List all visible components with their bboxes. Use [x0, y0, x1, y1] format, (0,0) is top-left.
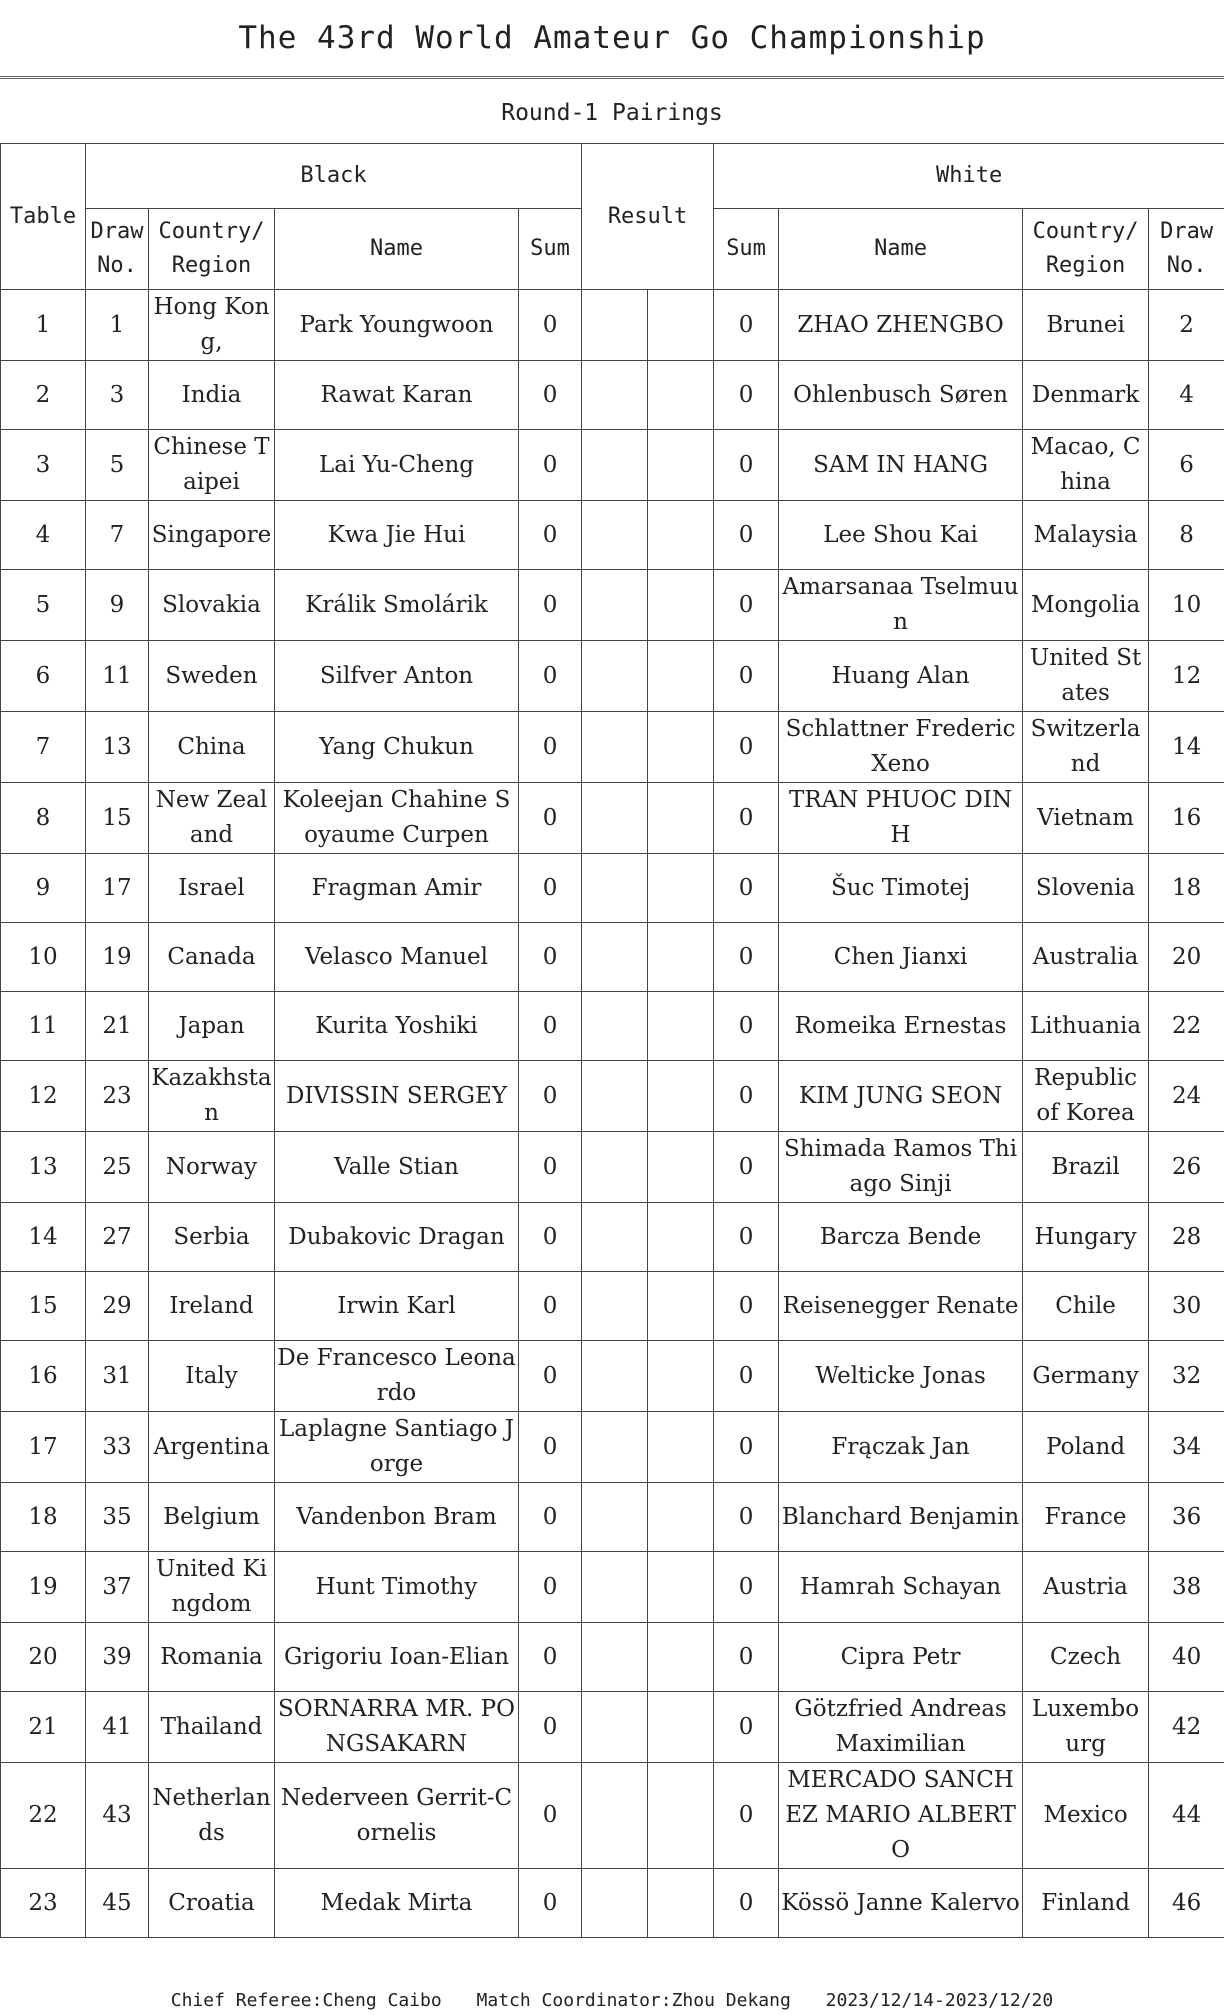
black-country-cell: Norway: [149, 1132, 275, 1203]
white-name-cell: Barcza Bende: [779, 1203, 1023, 1272]
table-row: [1, 1763, 1224, 1869]
black-name-cell: Dubakovic Dragan: [275, 1203, 519, 1272]
black-name-cell: Laplagne Santiago Jorge: [275, 1412, 519, 1483]
black-draw-no-cell: 11: [86, 641, 149, 712]
result-white-cell: [648, 923, 714, 992]
result-black-cell: [582, 361, 648, 430]
white-country-cell: Luxembourg: [1023, 1692, 1149, 1763]
white-name-cell: Amarsanaa Tselmuun: [779, 570, 1023, 641]
white-sum-cell: 0: [714, 1132, 779, 1203]
white-draw-no-cell: 16: [1149, 783, 1224, 854]
white-name-cell: Chen Jianxi: [779, 923, 1023, 992]
table-row: [1, 1412, 1224, 1483]
black-name-cell: Kurita Yoshiki: [275, 992, 519, 1061]
table-row: [1, 361, 1224, 430]
result-black-cell: [582, 1412, 648, 1483]
black-sum-cell: 0: [519, 1483, 582, 1552]
black-country-cell: Chinese Taipei: [149, 430, 275, 501]
table-row: [1, 1869, 1224, 1938]
white-name-cell: Kössö Janne Kalervo: [779, 1869, 1023, 1938]
white-draw-no-cell: 44: [1149, 1763, 1224, 1869]
white-country-cell: Poland: [1023, 1412, 1149, 1483]
white-country-cell: Switzerland: [1023, 712, 1149, 783]
table-row: [1, 1272, 1224, 1341]
black-name-cell: Hunt Timothy: [275, 1552, 519, 1623]
table-number-cell: 3: [1, 430, 86, 501]
white-name-cell: Romeika Ernestas: [779, 992, 1023, 1061]
footer: [0, 1990, 1224, 2011]
white-sum-cell: 0: [714, 1412, 779, 1483]
white-draw-no-cell: 38: [1149, 1552, 1224, 1623]
white-country-cell: Slovenia: [1023, 854, 1149, 923]
black-sum-cell: 0: [519, 290, 582, 361]
white-sum-cell: 0: [714, 430, 779, 501]
result-black-cell: [582, 1552, 648, 1623]
table-number-cell: 17: [1, 1412, 86, 1483]
black-name-cell: De Francesco Leonardo: [275, 1341, 519, 1412]
black-sum-cell: 0: [519, 923, 582, 992]
table-number-cell: 23: [1, 1869, 86, 1938]
table-row: [1, 641, 1224, 712]
table-number-cell: 8: [1, 783, 86, 854]
black-name-cell: Lai Yu-Cheng: [275, 430, 519, 501]
result-white-cell: [648, 1763, 714, 1869]
black-draw-no-cell: 13: [86, 712, 149, 783]
white-sum-cell: 0: [714, 1203, 779, 1272]
white-draw-no-cell: 42: [1149, 1692, 1224, 1763]
black-draw-no-cell: 7: [86, 501, 149, 570]
table-row: [1, 923, 1224, 992]
white-name-cell: Lee Shou Kai: [779, 501, 1023, 570]
white-country-cell: Lithuania: [1023, 992, 1149, 1061]
black-draw-no-cell: 25: [86, 1132, 149, 1203]
result-black-cell: [582, 1483, 648, 1552]
white-sum-cell: 0: [714, 854, 779, 923]
white-country-cell: Mongolia: [1023, 570, 1149, 641]
black-name-cell: Irwin Karl: [275, 1272, 519, 1341]
white-draw-no-cell: 24: [1149, 1061, 1224, 1132]
white-name-cell: TRAN PHUOC DINH: [779, 783, 1023, 854]
white-draw-no-cell: 46: [1149, 1869, 1224, 1938]
white-name-header: Name: [779, 209, 1023, 290]
black-country-header: Country/ Region: [149, 209, 275, 290]
white-draw-no-cell: 36: [1149, 1483, 1224, 1552]
white-sum-cell: 0: [714, 290, 779, 361]
black-country-cell: Slovakia: [149, 570, 275, 641]
black-name-cell: Nederveen Gerrit-Cornelis: [275, 1763, 519, 1869]
white-sum-cell: 0: [714, 783, 779, 854]
black-name-cell: Rawat Karan: [275, 361, 519, 430]
page-title: The 43rd World Amateur Go Championship: [0, 0, 1224, 79]
black-name-cell: Kwa Jie Hui: [275, 501, 519, 570]
table-header: Table: [1, 144, 86, 290]
black-sum-cell: 0: [519, 1869, 582, 1938]
table-number-cell: 13: [1, 1132, 86, 1203]
black-sum-cell: 0: [519, 783, 582, 854]
black-sum-cell: 0: [519, 854, 582, 923]
white-country-cell: Czech: [1023, 1623, 1149, 1692]
black-country-cell: Serbia: [149, 1203, 275, 1272]
result-black-cell: [582, 923, 648, 992]
white-draw-no-cell: 18: [1149, 854, 1224, 923]
black-draw-no-cell: 31: [86, 1341, 149, 1412]
black-name-cell: Velasco Manuel: [275, 923, 519, 992]
result-black-cell: [582, 1763, 648, 1869]
white-country-cell: Finland: [1023, 1869, 1149, 1938]
result-white-cell: [648, 1341, 714, 1412]
white-name-cell: Huang Alan: [779, 641, 1023, 712]
black-draw-no-header: Draw No.: [86, 209, 149, 290]
white-country-cell: Brunei: [1023, 290, 1149, 361]
table-number-cell: 1: [1, 290, 86, 361]
white-draw-no-cell: 20: [1149, 923, 1224, 992]
table-number-cell: 11: [1, 992, 86, 1061]
result-black-cell: [582, 1341, 648, 1412]
pairings-table: [0, 143, 1224, 1938]
black-sum-cell: 0: [519, 1623, 582, 1692]
white-country-cell: Republic of Korea: [1023, 1061, 1149, 1132]
black-country-cell: Israel: [149, 854, 275, 923]
white-sum-cell: 0: [714, 1692, 779, 1763]
white-sum-cell: 0: [714, 1552, 779, 1623]
white-country-cell: Malaysia: [1023, 501, 1149, 570]
white-country-cell: Hungary: [1023, 1203, 1149, 1272]
black-draw-no-cell: 3: [86, 361, 149, 430]
white-country-cell: Austria: [1023, 1552, 1149, 1623]
white-sum-cell: 0: [714, 1341, 779, 1412]
white-name-cell: Welticke Jonas: [779, 1341, 1023, 1412]
table-row: [1, 501, 1224, 570]
result-white-cell: [648, 641, 714, 712]
table-row: [1, 1552, 1224, 1623]
white-draw-no-cell: 6: [1149, 430, 1224, 501]
white-sum-cell: 0: [714, 1763, 779, 1869]
white-draw-no-cell: 14: [1149, 712, 1224, 783]
table-row: [1, 570, 1224, 641]
table-number-cell: 9: [1, 854, 86, 923]
white-draw-no-cell: 4: [1149, 361, 1224, 430]
result-white-cell: [648, 361, 714, 430]
table-row: [1, 854, 1224, 923]
result-white-cell: [648, 712, 714, 783]
white-draw-no-cell: 10: [1149, 570, 1224, 641]
black-sum-cell: 0: [519, 992, 582, 1061]
event-dates: 2023/12/14-2023/12/20: [825, 1990, 1054, 2011]
white-name-cell: Shimada Ramos Thiago Sinji: [779, 1132, 1023, 1203]
result-white-cell: [648, 1692, 714, 1763]
table-row: [1, 992, 1224, 1061]
black-draw-no-cell: 33: [86, 1412, 149, 1483]
black-name-header: Name: [275, 209, 519, 290]
result-black-cell: [582, 1869, 648, 1938]
result-header: Result: [582, 144, 714, 290]
white-name-cell: SAM IN HANG: [779, 430, 1023, 501]
table-number-cell: 5: [1, 570, 86, 641]
white-header: White: [714, 144, 1224, 209]
result-black-cell: [582, 290, 648, 361]
white-sum-cell: 0: [714, 1869, 779, 1938]
black-sum-cell: 0: [519, 430, 582, 501]
result-black-cell: [582, 854, 648, 923]
table-row: [1, 1341, 1224, 1412]
black-country-cell: Netherlands: [149, 1763, 275, 1869]
white-name-cell: Šuc Timotej: [779, 854, 1023, 923]
white-draw-no-cell: 22: [1149, 992, 1224, 1061]
result-black-cell: [582, 570, 648, 641]
table-row: [1, 430, 1224, 501]
result-black-cell: [582, 501, 648, 570]
pairings-body: [1, 290, 1224, 1938]
table-row: [1, 1483, 1224, 1552]
white-name-cell: Reisenegger Renate: [779, 1272, 1023, 1341]
table-number-cell: 10: [1, 923, 86, 992]
result-white-cell: [648, 501, 714, 570]
white-name-cell: Götzfried Andreas Maximilian: [779, 1692, 1023, 1763]
white-country-cell: France: [1023, 1483, 1149, 1552]
black-name-cell: Medak Mirta: [275, 1869, 519, 1938]
white-draw-no-cell: 30: [1149, 1272, 1224, 1341]
black-draw-no-cell: 39: [86, 1623, 149, 1692]
chief-referee: Chief Referee:Cheng Caibo: [170, 1990, 442, 2011]
white-sum-cell: 0: [714, 712, 779, 783]
black-draw-no-cell: 21: [86, 992, 149, 1061]
white-sum-cell: 0: [714, 1483, 779, 1552]
table-number-cell: 20: [1, 1623, 86, 1692]
table-number-cell: 14: [1, 1203, 86, 1272]
table-number-cell: 16: [1, 1341, 86, 1412]
result-white-cell: [648, 1483, 714, 1552]
result-white-cell: [648, 1132, 714, 1203]
table-row: [1, 1623, 1224, 1692]
black-country-cell: Croatia: [149, 1869, 275, 1938]
white-sum-cell: 0: [714, 570, 779, 641]
white-name-cell: Cipra Petr: [779, 1623, 1023, 1692]
table-row: [1, 1061, 1224, 1132]
black-sum-cell: 0: [519, 1203, 582, 1272]
white-draw-no-cell: 34: [1149, 1412, 1224, 1483]
black-sum-cell: 0: [519, 1692, 582, 1763]
black-header: Black: [86, 144, 582, 209]
black-draw-no-cell: 17: [86, 854, 149, 923]
match-coordinator: Match Coordinator:Zhou Dekang: [476, 1990, 791, 2011]
table-number-cell: 7: [1, 712, 86, 783]
result-white-cell: [648, 1623, 714, 1692]
white-name-cell: Schlattner Frederic Xeno: [779, 712, 1023, 783]
black-country-cell: Hong Kong,: [149, 290, 275, 361]
black-sum-cell: 0: [519, 501, 582, 570]
white-sum-cell: 0: [714, 1272, 779, 1341]
black-country-cell: India: [149, 361, 275, 430]
black-draw-no-cell: 29: [86, 1272, 149, 1341]
black-name-cell: Koleejan Chahine Soyaume Curpen: [275, 783, 519, 854]
white-name-cell: KIM JUNG SEON: [779, 1061, 1023, 1132]
table-number-cell: 12: [1, 1061, 86, 1132]
black-name-cell: DIVISSIN SERGEY: [275, 1061, 519, 1132]
white-draw-no-cell: 2: [1149, 290, 1224, 361]
black-country-cell: Kazakhstan: [149, 1061, 275, 1132]
white-sum-cell: 0: [714, 923, 779, 992]
table-number-cell: 22: [1, 1763, 86, 1869]
white-draw-no-cell: 32: [1149, 1341, 1224, 1412]
result-black-cell: [582, 712, 648, 783]
white-name-cell: Ohlenbusch Søren: [779, 361, 1023, 430]
white-sum-cell: 0: [714, 992, 779, 1061]
black-draw-no-cell: 23: [86, 1061, 149, 1132]
black-name-cell: SORNARRA MR. PONGSAKARN: [275, 1692, 519, 1763]
white-draw-no-cell: 12: [1149, 641, 1224, 712]
result-white-cell: [648, 570, 714, 641]
black-sum-cell: 0: [519, 1132, 582, 1203]
black-sum-cell: 0: [519, 712, 582, 783]
white-sum-cell: 0: [714, 1061, 779, 1132]
black-name-cell: Park Youngwoon: [275, 290, 519, 361]
black-country-cell: Romania: [149, 1623, 275, 1692]
black-country-cell: China: [149, 712, 275, 783]
white-draw-no-cell: 8: [1149, 501, 1224, 570]
result-black-cell: [582, 1272, 648, 1341]
result-white-cell: [648, 290, 714, 361]
white-country-header: Country/ Region: [1023, 209, 1149, 290]
black-country-cell: Ireland: [149, 1272, 275, 1341]
white-country-cell: Mexico: [1023, 1763, 1149, 1869]
black-country-cell: New Zealand: [149, 783, 275, 854]
black-name-cell: Valle Stian: [275, 1132, 519, 1203]
result-black-cell: [582, 1203, 648, 1272]
white-draw-no-cell: 26: [1149, 1132, 1224, 1203]
white-country-cell: Australia: [1023, 923, 1149, 992]
result-white-cell: [648, 430, 714, 501]
black-draw-no-cell: 43: [86, 1763, 149, 1869]
black-sum-cell: 0: [519, 361, 582, 430]
result-black-cell: [582, 430, 648, 501]
white-name-cell: ZHAO ZHENGBO: [779, 290, 1023, 361]
black-country-cell: Argentina: [149, 1412, 275, 1483]
white-name-cell: MERCADO SANCHEZ MARIO ALBERTO: [779, 1763, 1023, 1869]
result-black-cell: [582, 1692, 648, 1763]
black-name-cell: Silfver Anton: [275, 641, 519, 712]
black-draw-no-cell: 19: [86, 923, 149, 992]
black-country-cell: Japan: [149, 992, 275, 1061]
black-name-cell: Vandenbon Bram: [275, 1483, 519, 1552]
result-black-cell: [582, 1132, 648, 1203]
black-sum-cell: 0: [519, 570, 582, 641]
black-sum-cell: 0: [519, 641, 582, 712]
white-sum-cell: 0: [714, 641, 779, 712]
black-sum-cell: 0: [519, 1552, 582, 1623]
result-white-cell: [648, 1203, 714, 1272]
table-row: [1, 1203, 1224, 1272]
white-draw-no-header: Draw No.: [1149, 209, 1224, 290]
black-name-cell: Králik Smolárik: [275, 570, 519, 641]
white-country-cell: Denmark: [1023, 361, 1149, 430]
result-black-cell: [582, 641, 648, 712]
black-draw-no-cell: 5: [86, 430, 149, 501]
result-black-cell: [582, 992, 648, 1061]
black-draw-no-cell: 1: [86, 290, 149, 361]
table-number-cell: 6: [1, 641, 86, 712]
page-subtitle: Round-1 Pairings: [501, 100, 723, 126]
black-country-cell: Belgium: [149, 1483, 275, 1552]
black-country-cell: United Kingdom: [149, 1552, 275, 1623]
table-number-cell: 19: [1, 1552, 86, 1623]
black-draw-no-cell: 27: [86, 1203, 149, 1272]
black-sum-header: Sum: [519, 209, 582, 290]
black-sum-cell: 0: [519, 1272, 582, 1341]
white-name-cell: Hamrah Schayan: [779, 1552, 1023, 1623]
white-draw-no-cell: 40: [1149, 1623, 1224, 1692]
black-sum-cell: 0: [519, 1412, 582, 1483]
black-draw-no-cell: 9: [86, 570, 149, 641]
white-country-cell: Germany: [1023, 1341, 1149, 1412]
black-name-cell: Grigoriu Ioan-Elian: [275, 1623, 519, 1692]
black-name-cell: Fragman Amir: [275, 854, 519, 923]
result-black-cell: [582, 783, 648, 854]
white-country-cell: Macao, China: [1023, 430, 1149, 501]
table-number-cell: 2: [1, 361, 86, 430]
white-country-cell: Brazil: [1023, 1132, 1149, 1203]
table-number-cell: 15: [1, 1272, 86, 1341]
table-number-cell: 18: [1, 1483, 86, 1552]
white-draw-no-cell: 28: [1149, 1203, 1224, 1272]
black-sum-cell: 0: [519, 1763, 582, 1869]
black-sum-cell: 0: [519, 1341, 582, 1412]
table-row: [1, 712, 1224, 783]
black-draw-no-cell: 35: [86, 1483, 149, 1552]
table-number-cell: 21: [1, 1692, 86, 1763]
result-white-cell: [648, 854, 714, 923]
result-black-cell: [582, 1623, 648, 1692]
table-row: [1, 1132, 1224, 1203]
result-white-cell: [648, 783, 714, 854]
result-white-cell: [648, 1272, 714, 1341]
result-white-cell: [648, 1061, 714, 1132]
black-country-cell: Singapore: [149, 501, 275, 570]
white-sum-cell: 0: [714, 501, 779, 570]
white-name-cell: Frączak Jan: [779, 1412, 1023, 1483]
result-white-cell: [648, 1869, 714, 1938]
black-sum-cell: 0: [519, 1061, 582, 1132]
black-name-cell: Yang Chukun: [275, 712, 519, 783]
black-country-cell: Canada: [149, 923, 275, 992]
black-country-cell: Italy: [149, 1341, 275, 1412]
black-draw-no-cell: 41: [86, 1692, 149, 1763]
white-name-cell: Blanchard Benjamin: [779, 1483, 1023, 1552]
white-country-cell: United States: [1023, 641, 1149, 712]
table-row: [1, 1692, 1224, 1763]
black-draw-no-cell: 37: [86, 1552, 149, 1623]
black-country-cell: Sweden: [149, 641, 275, 712]
table-row: [1, 290, 1224, 361]
black-country-cell: Thailand: [149, 1692, 275, 1763]
white-country-cell: Chile: [1023, 1272, 1149, 1341]
result-white-cell: [648, 992, 714, 1061]
black-draw-no-cell: 45: [86, 1869, 149, 1938]
black-draw-no-cell: 15: [86, 783, 149, 854]
result-white-cell: [648, 1552, 714, 1623]
white-sum-cell: 0: [714, 361, 779, 430]
white-sum-cell: 0: [714, 1623, 779, 1692]
result-black-cell: [582, 1061, 648, 1132]
result-white-cell: [648, 1412, 714, 1483]
white-country-cell: Vietnam: [1023, 783, 1149, 854]
table-row: [1, 783, 1224, 854]
table-number-cell: 4: [1, 501, 86, 570]
white-sum-header: Sum: [714, 209, 779, 290]
